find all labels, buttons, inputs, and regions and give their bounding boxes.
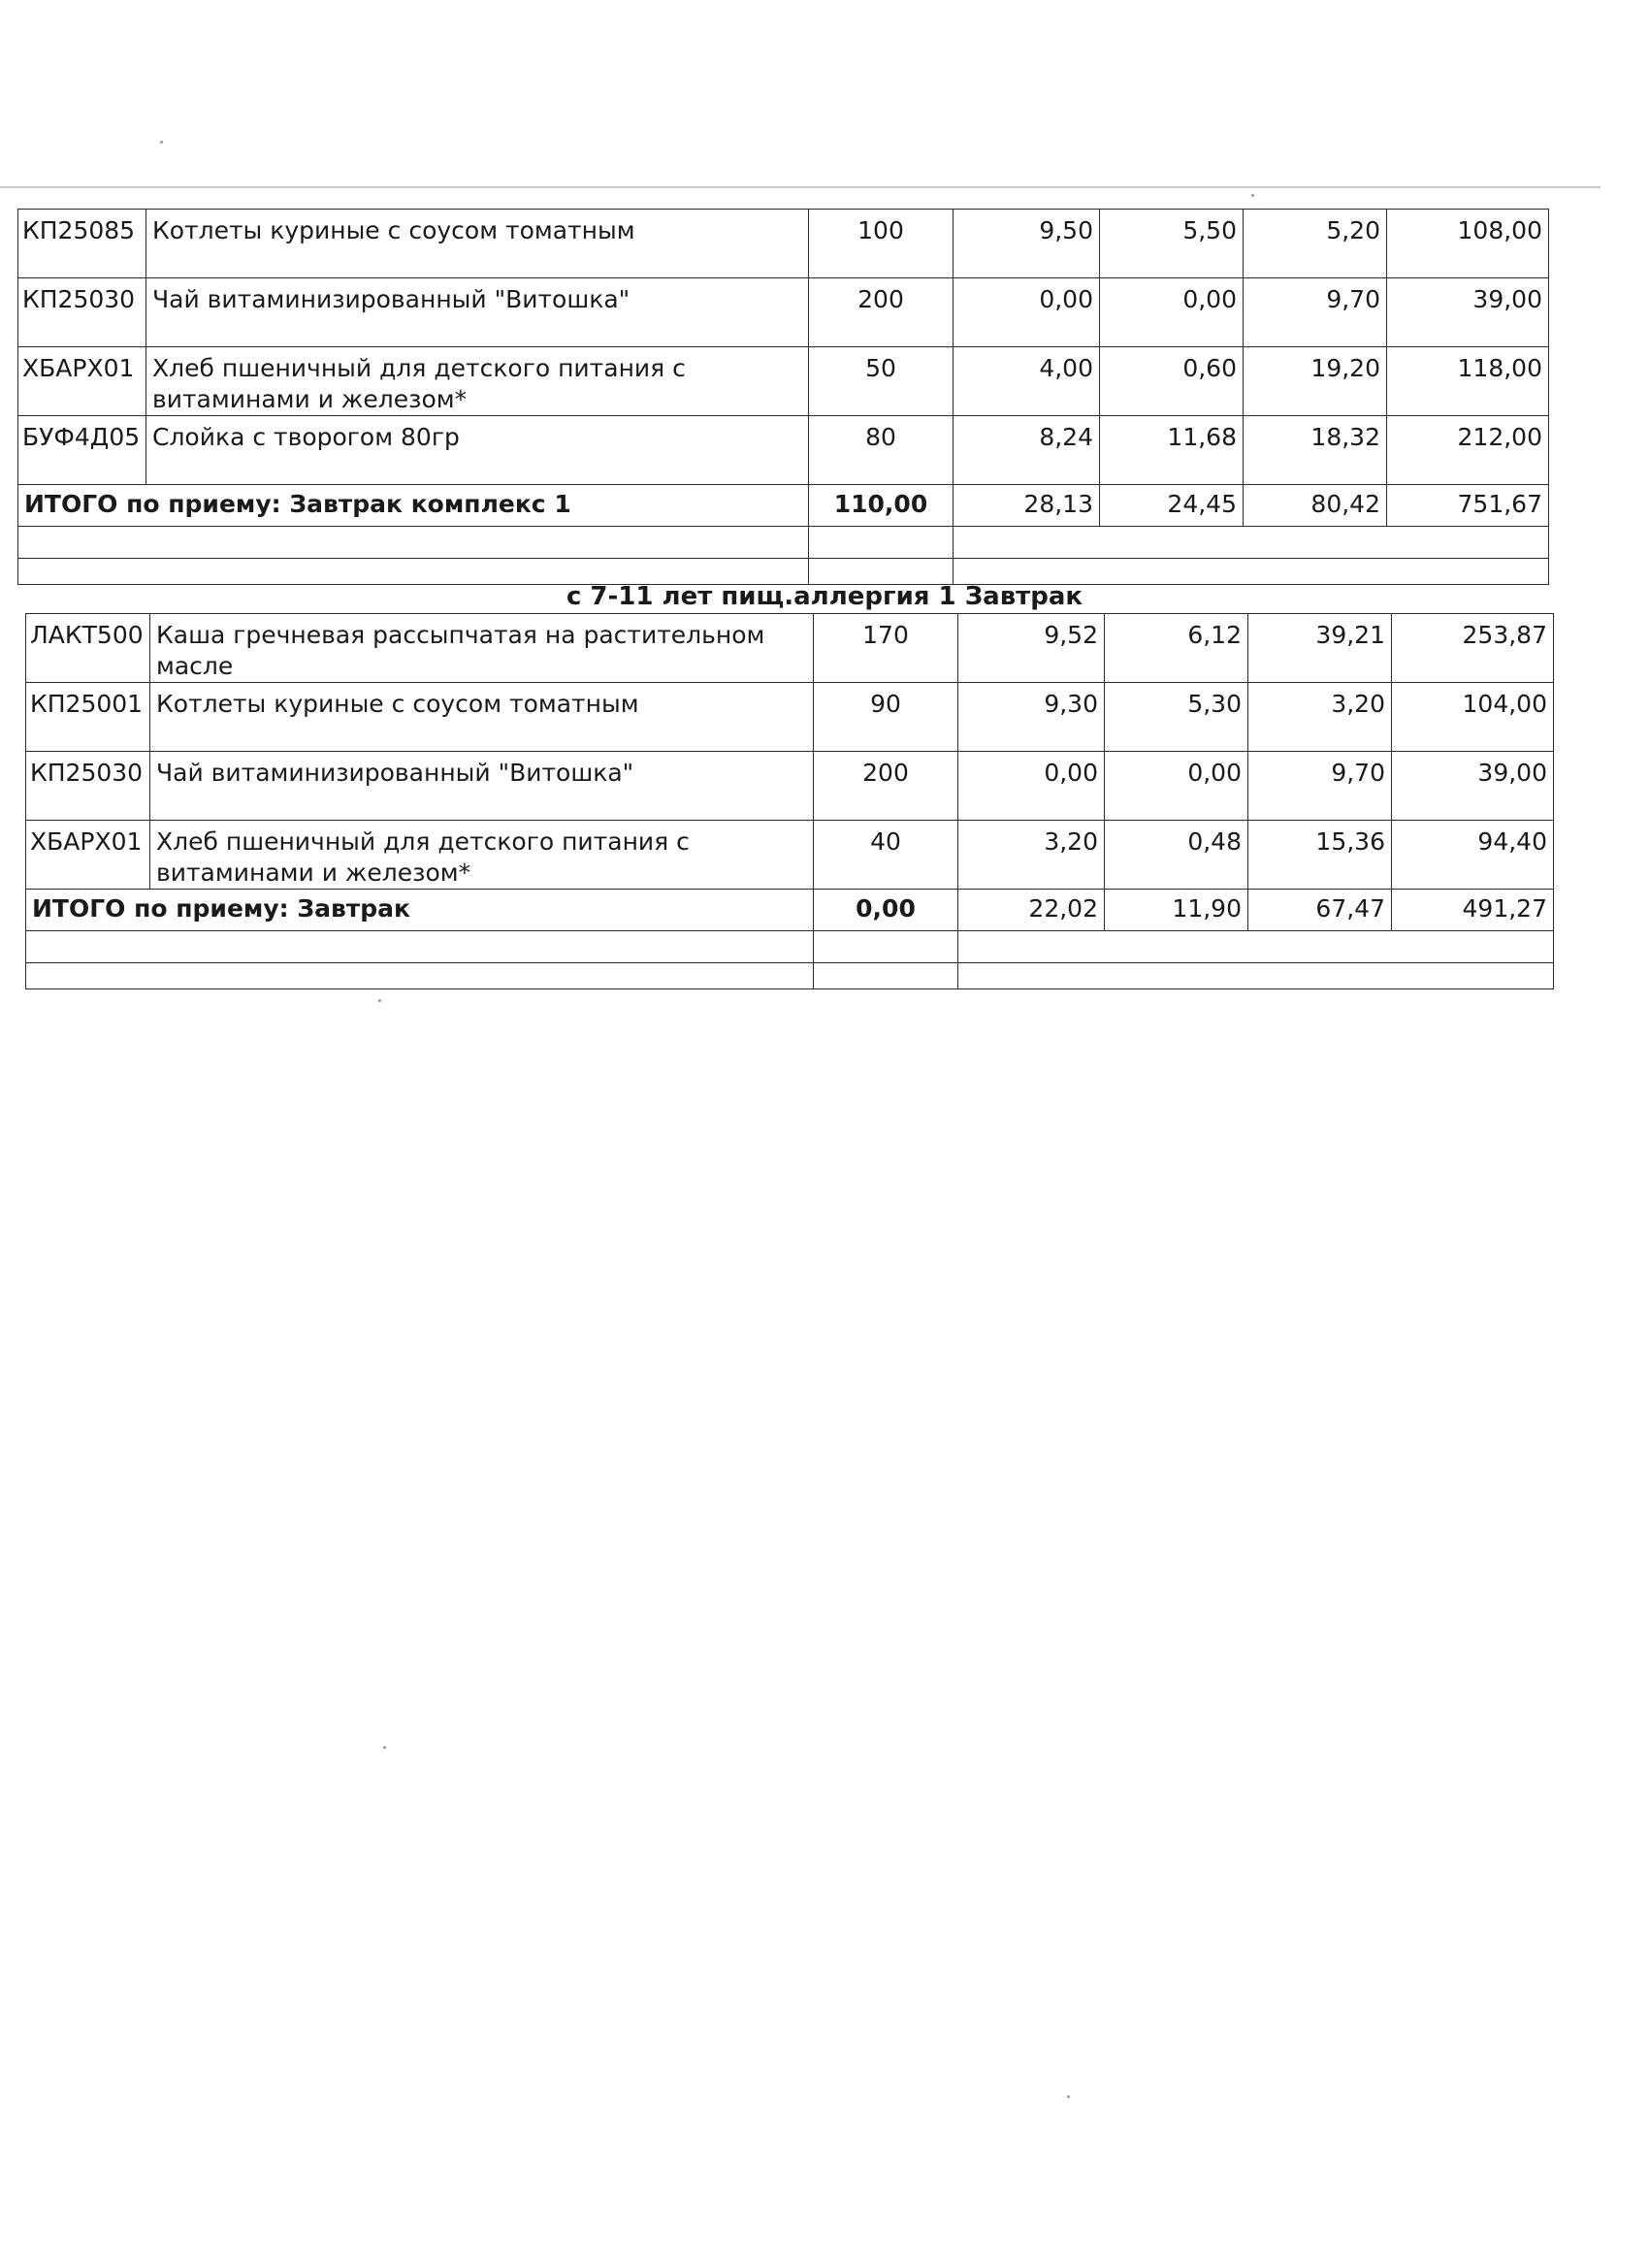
scan-speck — [1067, 2095, 1070, 2098]
blank-row — [26, 963, 1554, 989]
item-quantity: 80 — [809, 416, 954, 485]
item-value-4: 253,87 — [1392, 614, 1554, 683]
blank-row — [26, 931, 1554, 963]
item-quantity: 40 — [814, 821, 958, 890]
item-code: КП25030 — [18, 278, 146, 347]
item-value-3: 19,20 — [1244, 347, 1387, 416]
item-value-3: 18,32 — [1244, 416, 1387, 485]
item-quantity: 100 — [809, 210, 954, 278]
item-name: Хлеб пшеничный для детского питания с витаминами и железом* — [146, 347, 809, 416]
item-quantity: 170 — [814, 614, 958, 683]
item-value-1: 4,00 — [954, 347, 1100, 416]
item-value-3: 5,20 — [1244, 210, 1387, 278]
item-code: ХБАРХ01 — [18, 347, 146, 416]
item-value-2: 0,48 — [1105, 821, 1248, 890]
blank-row — [18, 559, 1549, 585]
item-value-4: 118,00 — [1387, 347, 1549, 416]
scan-speck — [383, 1746, 386, 1749]
total-row — [26, 890, 1554, 931]
table-row — [26, 821, 1554, 890]
table-row — [26, 752, 1554, 821]
total-value-1: 22,02 — [958, 890, 1105, 931]
menu-table-section-1 — [17, 209, 1549, 585]
total-value-4: 491,27 — [1392, 890, 1554, 931]
total-label: ИТОГО по приему: Завтрак комплекс 1 — [18, 485, 809, 527]
total-value-3: 80,42 — [1244, 485, 1387, 527]
item-value-4: 39,00 — [1387, 278, 1549, 347]
table-row — [18, 347, 1549, 416]
item-value-1: 3,20 — [958, 821, 1105, 890]
item-code: ХБАРХ01 — [26, 821, 150, 890]
section-title: с 7-11 лет пищ.аллергия 1 Завтрак — [566, 582, 1083, 611]
item-value-2: 5,30 — [1105, 683, 1248, 752]
item-quantity: 50 — [809, 347, 954, 416]
item-value-2: 0,00 — [1105, 752, 1248, 821]
total-label: ИТОГО по приему: Завтрак — [26, 890, 814, 931]
item-value-1: 9,52 — [958, 614, 1105, 683]
scan-speck — [160, 141, 163, 144]
menu-table-section-2 — [25, 613, 1554, 989]
total-value-4: 751,67 — [1387, 485, 1549, 527]
item-value-2: 0,00 — [1100, 278, 1244, 347]
item-value-4: 94,40 — [1392, 821, 1554, 890]
item-value-3: 9,70 — [1248, 752, 1392, 821]
scan-edge-line — [0, 186, 1600, 188]
item-name: Котлеты куриные с соусом томатным — [150, 683, 814, 752]
scan-speck — [1251, 194, 1254, 197]
item-value-3: 3,20 — [1248, 683, 1392, 752]
total-value-1: 28,13 — [954, 485, 1100, 527]
item-name: Чай витаминизированный "Витошка" — [150, 752, 814, 821]
item-value-4: 212,00 — [1387, 416, 1549, 485]
item-value-3: 9,70 — [1244, 278, 1387, 347]
item-value-1: 0,00 — [954, 278, 1100, 347]
table-row — [18, 416, 1549, 485]
item-quantity: 200 — [814, 752, 958, 821]
total-value-2: 24,45 — [1100, 485, 1244, 527]
total-value-2: 11,90 — [1105, 890, 1248, 931]
item-name: Хлеб пшеничный для детского питания с витаминами и железом* — [150, 821, 814, 890]
item-code: ЛАКТ500 — [26, 614, 150, 683]
table-row — [26, 683, 1554, 752]
total-quantity: 0,00 — [814, 890, 958, 931]
total-value-3: 67,47 — [1248, 890, 1392, 931]
table-row — [18, 210, 1549, 278]
item-value-2: 11,68 — [1100, 416, 1244, 485]
item-value-1: 8,24 — [954, 416, 1100, 485]
item-code: КП25085 — [18, 210, 146, 278]
item-quantity: 200 — [809, 278, 954, 347]
item-value-2: 5,50 — [1100, 210, 1244, 278]
total-quantity: 110,00 — [809, 485, 954, 527]
item-name: Слойка с творогом 80гр — [146, 416, 809, 485]
item-value-4: 104,00 — [1392, 683, 1554, 752]
item-quantity: 90 — [814, 683, 958, 752]
item-name: Котлеты куриные с соусом томатным — [146, 210, 809, 278]
total-row — [18, 485, 1549, 527]
item-value-2: 0,60 — [1100, 347, 1244, 416]
item-value-3: 39,21 — [1248, 614, 1392, 683]
scan-speck — [378, 999, 381, 1002]
blank-row — [18, 527, 1549, 559]
item-code: КП25030 — [26, 752, 150, 821]
item-value-3: 15,36 — [1248, 821, 1392, 890]
item-name: Каша гречневая рассыпчатая на растительном масле — [150, 614, 814, 683]
item-value-2: 6,12 — [1105, 614, 1248, 683]
item-name: Чай витаминизированный "Витошка" — [146, 278, 809, 347]
item-code: КП25001 — [26, 683, 150, 752]
item-value-4: 39,00 — [1392, 752, 1554, 821]
item-code: БУФ4Д05 — [18, 416, 146, 485]
item-value-1: 9,50 — [954, 210, 1100, 278]
table-row — [18, 278, 1549, 347]
item-value-1: 9,30 — [958, 683, 1105, 752]
item-value-4: 108,00 — [1387, 210, 1549, 278]
item-value-1: 0,00 — [958, 752, 1105, 821]
table-row — [26, 614, 1554, 683]
